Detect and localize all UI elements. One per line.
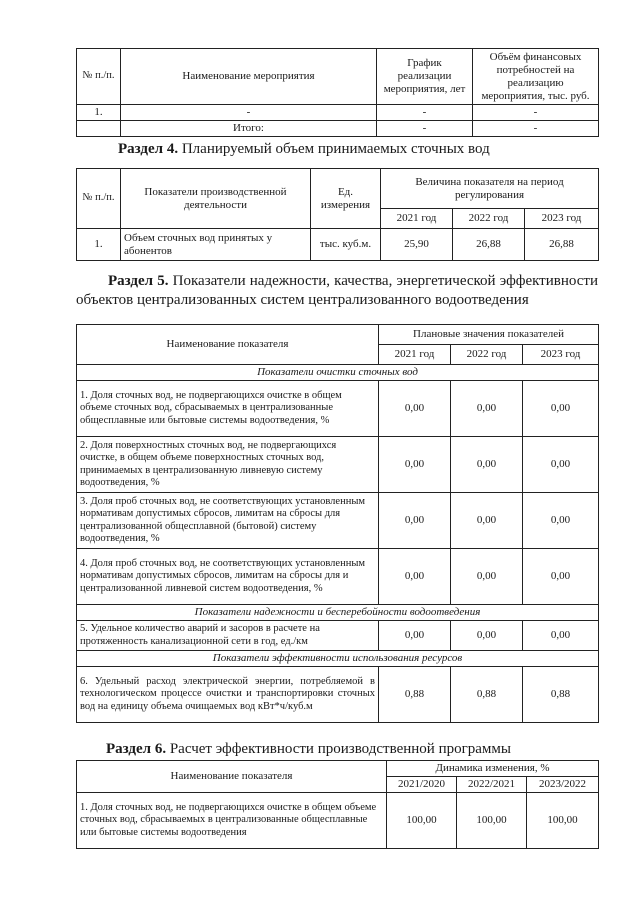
table-row — [77, 493, 599, 549]
row-value: 26,88 — [453, 229, 525, 261]
table-row — [77, 793, 599, 849]
section6-prefix: Раздел 6. — [106, 741, 167, 757]
section5-heading — [76, 272, 598, 310]
col-activity-header: Наименование мероприятия — [121, 49, 377, 105]
col-indicator-header: Показатели производственной деятельности — [121, 169, 311, 229]
row-value: 26,88 — [525, 229, 599, 261]
total-label: Итого: — [121, 121, 377, 137]
year-header: 2023 год — [523, 345, 599, 365]
table-row — [77, 621, 599, 651]
row-unit: тыс. куб.м. — [311, 229, 381, 261]
period-header: 2022/2021 — [457, 777, 527, 793]
table-row — [77, 667, 599, 723]
group-header-efficiency: Показатели эффективности использования ресурсов — [77, 651, 599, 667]
row-value: 0,88 — [523, 667, 599, 723]
row-value: 0,00 — [451, 621, 523, 651]
year-header: 2021 год — [381, 209, 453, 229]
row-num: 1. — [77, 229, 121, 261]
col-finance-header: Объём финансовых потребностей на реализацию мероприятия, тыс. руб. — [473, 49, 599, 105]
row-num: 1. — [77, 105, 121, 121]
table-row — [77, 549, 599, 605]
table-row — [77, 381, 599, 437]
row-name: 1. Доля сточных вод, не подвергающихся очистке в общем объеме сточных вод, сбрасываемых в централизованные общесплавные или бытовые системы водоотведения — [77, 793, 387, 849]
row-value: 25,90 — [381, 229, 453, 261]
col-name-header: Наименование показателя — [77, 761, 387, 793]
row-value: 100,00 — [457, 793, 527, 849]
row-value: 0,00 — [523, 381, 599, 437]
group-header-reliability: Показатели надежности и бесперебойности водоотведения — [77, 605, 599, 621]
row-indicator: Объем сточных вод принятых у абонентов — [121, 229, 311, 261]
section4-prefix: Раздел 4. — [118, 141, 179, 157]
col-num-header: № п./п. — [77, 49, 121, 105]
row-value: 0,00 — [379, 381, 451, 437]
section5-title: Показатели надежности, качества, энергетической эффективности объектов централизованных систем централизованного водоотведения — [76, 273, 598, 308]
row-value: 100,00 — [387, 793, 457, 849]
section6-title: Расчет эффективности производственной программы — [169, 741, 511, 757]
row-value: 0,00 — [451, 493, 523, 549]
row-value: 0,00 — [523, 437, 599, 493]
row-value: 0,00 — [523, 549, 599, 605]
total-empty-cell — [77, 121, 121, 137]
col-unit-header: Ед. измерения — [311, 169, 381, 229]
row-activity: - — [121, 105, 377, 121]
table-row — [77, 105, 599, 121]
row-name: 1. Доля сточных вод, не подвергающихся очистке в общем объеме сточных вод, сбрасываемых в централизованные общесплавные или бытовые системы водоотведения, % — [77, 381, 379, 437]
col-period-header: Величина показателя на период регулирования — [381, 169, 599, 209]
wastewater-volume-table — [76, 168, 599, 261]
col-dynamics-header: Динамика изменения, % — [387, 761, 599, 777]
year-header: 2022 год — [453, 209, 525, 229]
col-name-header: Наименование показателя — [77, 325, 379, 365]
total-row — [77, 121, 599, 137]
row-value: 0,00 — [379, 437, 451, 493]
row-value: 0,00 — [451, 381, 523, 437]
year-header: 2022 год — [451, 345, 523, 365]
section5-prefix: Раздел 5. — [108, 273, 169, 289]
indicators-table — [76, 324, 599, 723]
efficiency-table — [76, 760, 599, 849]
row-value: 0,00 — [523, 493, 599, 549]
section4-heading — [118, 140, 490, 159]
section4-title: Планируемый объем принимаемых сточных вод — [181, 141, 490, 157]
col-schedule-header: График реализации мероприятия, лет — [377, 49, 473, 105]
activities-table — [76, 48, 599, 137]
period-header: 2023/2022 — [527, 777, 599, 793]
group-header-treatment: Показатели очистки сточных вод — [77, 365, 599, 381]
table-row — [77, 437, 599, 493]
row-value: 0,00 — [379, 549, 451, 605]
row-value: 0,00 — [379, 493, 451, 549]
row-value: 0,00 — [451, 437, 523, 493]
total-schedule: - — [377, 121, 473, 137]
year-header: 2021 год — [379, 345, 451, 365]
col-planned-header: Плановые значения показателей — [379, 325, 599, 345]
row-name: 5. Удельное количество аварий и засоров в расчете на протяженность канализационной сети в год, ед./км — [77, 621, 379, 651]
row-value: 0,88 — [379, 667, 451, 723]
row-value: 100,00 — [527, 793, 599, 849]
section6-heading — [106, 740, 511, 759]
row-name: 3. Доля проб сточных вод, не соответствующих установленным нормативам допустимых сбросов, лимитам на сбросы для централизованной общесплавной (бытовой) систему водоотведения, % — [77, 493, 379, 549]
row-value: 0,00 — [379, 621, 451, 651]
row-value: 0,00 — [451, 549, 523, 605]
col-num-header: № п./п. — [77, 169, 121, 229]
row-value: 0,00 — [523, 621, 599, 651]
row-schedule: - — [377, 105, 473, 121]
row-name: 2. Доля поверхностных сточных вод, не подвергающихся очистке, в общем объеме поверхностных сточных вод, принимаемых в централизованную ливневую систему водоотведения, % — [77, 437, 379, 493]
total-finance: - — [473, 121, 599, 137]
row-finance: - — [473, 105, 599, 121]
period-header: 2021/2020 — [387, 777, 457, 793]
row-value: 0,88 — [451, 667, 523, 723]
row-name: 4. Доля проб сточных вод, не соответствующих установленным нормативам допустимых сбросов, лимитам на сбросы для и централизованной ливневой систем водоотведения, % — [77, 549, 379, 605]
table-row — [77, 229, 599, 261]
row-name: 6. Удельный расход электрической энергии, потребляемой в технологическом процессе очистки и транспортировки сточных вод на единицу объема очищаемых вод кВт*ч/куб.м — [77, 667, 379, 723]
year-header: 2023 год — [525, 209, 599, 229]
